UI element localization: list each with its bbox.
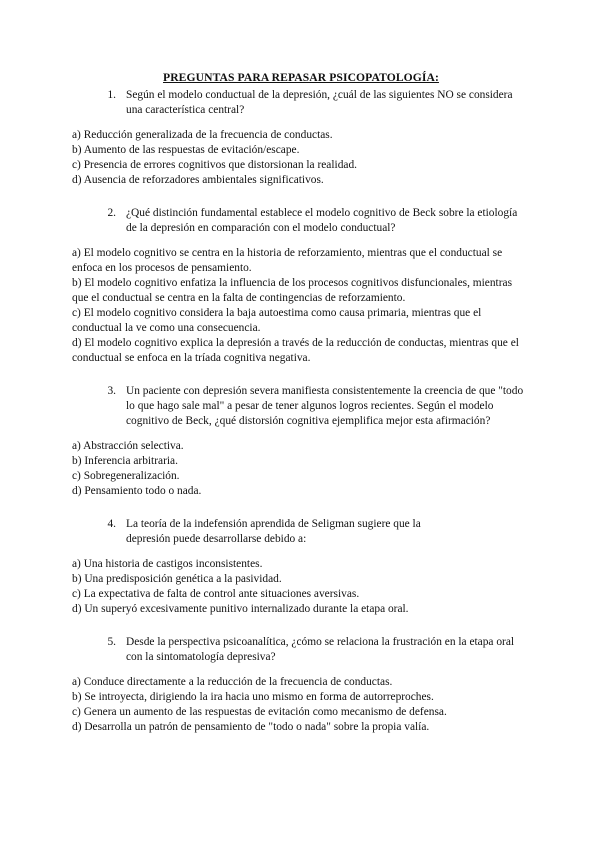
option-c: c) Presencia de errores cognitivos que distorsionan la realidad. xyxy=(72,159,357,171)
option-a: a) Abstracción selectiva. xyxy=(72,440,184,452)
question-3 xyxy=(72,384,530,429)
option-b: b) Aumento de las respuestas de evitación/escape. xyxy=(72,144,300,156)
option-b: b) Inferencia arbitraria. xyxy=(72,455,178,467)
option-d: d) El modelo cognitivo explica la depresión a través de la reducción de conductas, mientras que el conductual se enfoca en la tríada cognitiva negativa. xyxy=(72,337,519,364)
question-1 xyxy=(72,88,530,118)
question-text: La teoría de la indefensión aprendida de Seligman sugiere que la depresión puede desarrollarse debido a: xyxy=(126,518,421,545)
question-block-3 xyxy=(72,384,530,499)
question-2 xyxy=(72,206,530,236)
question-number: 3. xyxy=(107,385,116,397)
question-number: 2. xyxy=(107,207,116,219)
option-c: c) La expectativa de falta de control ante situaciones aversivas. xyxy=(72,588,360,600)
question-5 xyxy=(72,635,530,665)
question-text: Un paciente con depresión severa manifiesta consistentemente la creencia de que "todo lo que hago sale mal" a pesar de tener algunos logros recientes. Según el modelo cognitivo de Beck, ¿qué distorsión cognitiva ejemplifica mejor esta afirmación? xyxy=(126,385,524,427)
options-list xyxy=(72,675,530,735)
option-a: a) Una historia de castigos inconsistentes. xyxy=(72,558,263,570)
question-block-4 xyxy=(72,517,530,617)
question-text: Desde la perspectiva psicoanalítica, ¿cómo se relaciona la frustración en la etapa oral con la sintomatología depresiva? xyxy=(126,636,515,663)
question-block-2 xyxy=(72,206,530,366)
option-c: c) Genera un aumento de las respuestas de evitación como mecanismo de defensa. xyxy=(72,706,447,718)
option-a: a) El modelo cognitivo se centra en la historia de reforzamiento, mientras que el conductual se enfoca en los procesos de pensamiento. xyxy=(72,247,503,274)
option-a: a) Reducción generalizada de la frecuencia de conductas. xyxy=(72,129,333,141)
option-a: a) Conduce directamente a la reducción de la frecuencia de conductas. xyxy=(72,676,393,688)
option-b: b) Una predisposición genética a la pasividad. xyxy=(72,573,282,585)
option-d: d) Pensamiento todo o nada. xyxy=(72,485,202,497)
question-4 xyxy=(72,517,530,547)
question-number: 4. xyxy=(107,518,116,530)
option-d: d) Desarrolla un patrón de pensamiento de "todo o nada" sobre la propia valía. xyxy=(72,721,430,733)
question-text: Según el modelo conductual de la depresión, ¿cuál de las siguientes NO se considera una característica central? xyxy=(126,89,513,116)
question-number: 1. xyxy=(107,89,116,101)
option-b: b) Se introyecta, dirigiendo la ira hacia uno mismo en forma de autorreproches. xyxy=(72,691,434,703)
option-b: b) El modelo cognitivo enfatiza la influencia de los procesos cognitivos disfuncionales, mientras que el conductual se centra en la falta de contingencias de reforzamiento. xyxy=(72,277,513,304)
question-block-1 xyxy=(72,88,530,188)
document-title: PREGUNTAS PARA REPASAR PSICOPATOLOGÍA: xyxy=(163,71,439,84)
option-c: c) El modelo cognitivo considera la baja autoestima como causa primaria, mientras que el conductual la ve como una consecuencia. xyxy=(72,307,482,334)
options-list xyxy=(72,439,530,499)
question-block-5 xyxy=(72,635,530,735)
options-list xyxy=(72,128,530,188)
question-text: ¿Qué distinción fundamental establece el modelo cognitivo de Beck sobre la etiología de la depresión en comparación con el modelo conductual? xyxy=(126,207,518,234)
options-list xyxy=(72,557,530,617)
question-number: 5. xyxy=(107,636,116,648)
option-d: d) Ausencia de reforzadores ambientales significativos. xyxy=(72,174,324,186)
option-d: d) Un superyó excesivamente punitivo internalizado durante la etapa oral. xyxy=(72,603,409,615)
options-list xyxy=(72,246,530,366)
option-c: c) Sobregeneralización. xyxy=(72,470,180,482)
